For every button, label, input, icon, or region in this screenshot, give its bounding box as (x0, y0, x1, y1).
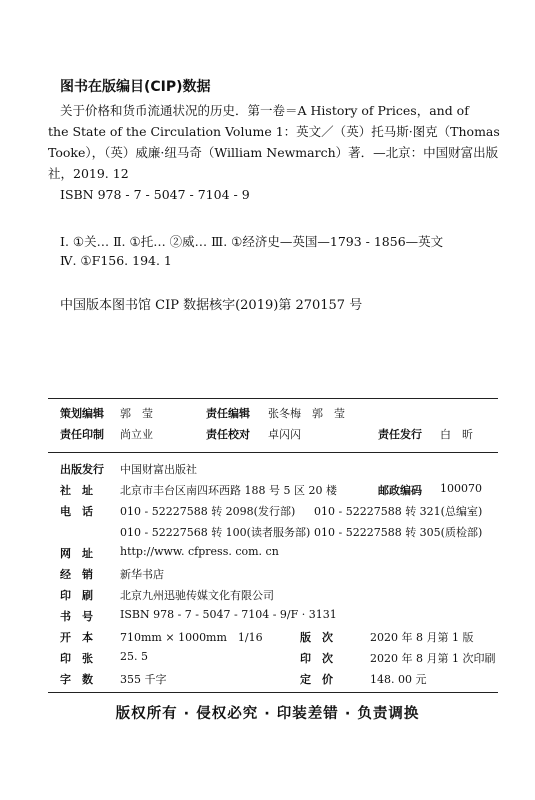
cip-line: 关于价格和货币流通状况的历史．第一卷＝A History of Prices，and of (60, 103, 469, 118)
price: 148. 00 元 (370, 673, 427, 686)
publisher-label: 出版发行 (60, 463, 104, 476)
format: 710mm × 1000mm 1/16 (120, 631, 263, 644)
dealer: 新华书店 (120, 568, 164, 581)
cip-classification-2: Ⅳ. ①F156. 194. 1 (60, 253, 172, 268)
address-label: 社 址 (60, 484, 93, 497)
copyright-notice: 版权所有 · 侵权必究 · 印装差错 · 负责调换 (115, 706, 420, 722)
responsible-editor-label: 责任编辑 (206, 407, 250, 420)
book-number-label: 书 号 (60, 610, 93, 623)
web-label: 网 址 (60, 547, 93, 560)
cip-classification-1: Ⅰ. ①关… Ⅱ. ①托… ②威… Ⅲ. ①经济史—英国—1793 - 1856—英文 (60, 234, 444, 249)
distribution-staff: 白 昕 (440, 428, 473, 441)
web-url: http://www. cfpress. com. cn (120, 545, 279, 558)
planning-editor: 郭 莹 (120, 407, 153, 420)
phone-3: 010 - 52227568 转 100(读者服务部) (120, 526, 311, 539)
printing: 2020 年 8 月第 1 次印刷 (370, 652, 496, 665)
cip-line: the State of the Circulation Volume 1：英文／（英）托马斯·图克（Thomas (48, 124, 500, 139)
distribution-label: 责任发行 (378, 428, 422, 441)
divider (48, 452, 498, 453)
edition: 2020 年 8 月第 1 版 (370, 631, 474, 644)
printing-label: 印 次 (300, 652, 333, 665)
cip-line: 社，2019. 12 (48, 166, 129, 181)
proof-label: 责任校对 (206, 428, 250, 441)
printer-label: 印 刷 (60, 589, 93, 602)
responsible-editor: 张冬梅 郭 莹 (268, 407, 345, 420)
address: 北京市丰台区南四环西路 188 号 5 区 20 楼 (120, 484, 337, 497)
phone-1: 010 - 52227588 转 2098(发行部) (120, 505, 296, 518)
words-label: 字 数 (60, 673, 93, 686)
cip-title: 图书在版编目(CIP)数据 (60, 79, 211, 95)
edition-label: 版 次 (300, 631, 333, 644)
sheets-label: 印 张 (60, 652, 93, 665)
book-number: ISBN 978 - 7 - 5047 - 7104 - 9/F · 3131 (120, 608, 337, 621)
cip-line: Tooke），（英）威廉·纽马奇（William Newmarch）著．—北京：中国财富出版 (48, 145, 499, 160)
dealer-label: 经 销 (60, 568, 93, 581)
phone-4: 010 - 52227588 转 305(质检部) (314, 526, 483, 539)
words: 355 千字 (120, 673, 167, 686)
cip-number: 中国版本图书馆 CIP 数据核字(2019)第 270157 号 (60, 298, 363, 313)
divider (48, 398, 498, 399)
proof-staff: 卓闪闪 (268, 428, 301, 441)
phone-label: 电 话 (60, 505, 93, 518)
cip-isbn: ISBN 978 - 7 - 5047 - 7104 - 9 (60, 187, 250, 202)
publisher: 中国财富出版社 (120, 463, 197, 476)
print-staff: 尚立业 (120, 428, 153, 441)
price-label: 定 价 (300, 673, 333, 686)
divider (48, 692, 498, 693)
planning-editor-label: 策划编辑 (60, 407, 104, 420)
postcode-label: 邮政编码 (378, 484, 422, 497)
printer: 北京九州迅驰传媒文化有限公司 (120, 589, 274, 602)
print-label: 责任印制 (60, 428, 104, 441)
format-label: 开 本 (60, 631, 93, 644)
cip-description (48, 100, 498, 184)
phone-2: 010 - 52227588 转 321(总编室) (314, 505, 483, 518)
postcode: 100070 (440, 482, 482, 495)
sheets: 25. 5 (120, 650, 148, 663)
